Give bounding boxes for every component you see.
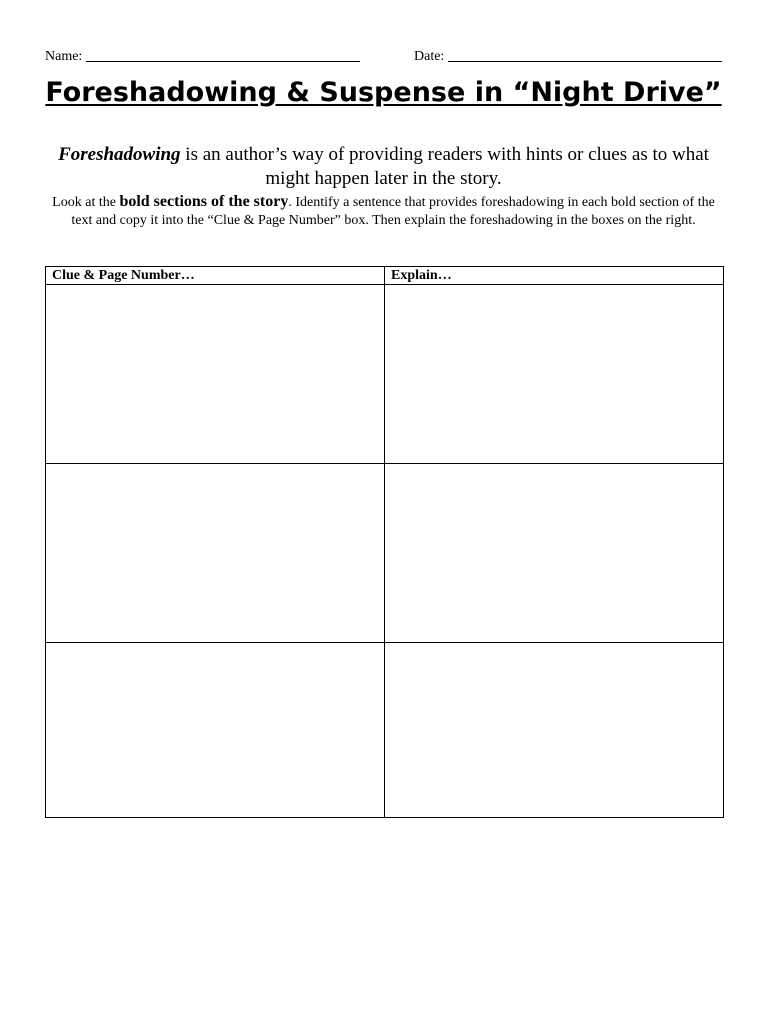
table-header-row [46, 267, 724, 285]
instructions-bold-phrase: bold sections of the story [119, 193, 289, 210]
header-row [45, 47, 722, 67]
clue-cell-3[interactable] [46, 643, 385, 818]
definition-text: is an author’s way of providing readers with hints or clues as to what might happen later in the story. [180, 144, 709, 189]
table-row [46, 464, 724, 643]
date-blank-line[interactable] [448, 47, 722, 62]
instructions-suffix: . Identify a sentence that provides foreshadowing in each bold section of the text and copy it into the “Clue & Page Number” box. Then explain the foreshadowing in the boxes on the right. [71, 195, 715, 228]
date-field[interactable] [414, 47, 722, 65]
instructions-prefix: Look at the [52, 195, 120, 210]
column-header-explain: Explain… [385, 267, 724, 285]
definition-term: Foreshadowing [58, 144, 181, 165]
explain-cell-2[interactable] [385, 464, 724, 643]
date-label: Date: [414, 49, 445, 64]
table-row [46, 285, 724, 464]
table-row [46, 643, 724, 818]
column-header-clue: Clue & Page Number… [46, 267, 385, 285]
explain-cell-3[interactable] [385, 643, 724, 818]
clue-explain-table [45, 266, 724, 818]
name-label: Name: [45, 49, 83, 64]
name-blank-line[interactable] [86, 47, 360, 62]
clue-cell-2[interactable] [46, 464, 385, 643]
explain-cell-1[interactable] [385, 285, 724, 464]
name-field[interactable] [45, 47, 360, 65]
definition-paragraph [45, 143, 722, 191]
clue-cell-1[interactable] [46, 285, 385, 464]
instructions-paragraph [45, 193, 722, 230]
page-title: Foreshadowing & Suspense in “Night Drive” [45, 77, 722, 108]
